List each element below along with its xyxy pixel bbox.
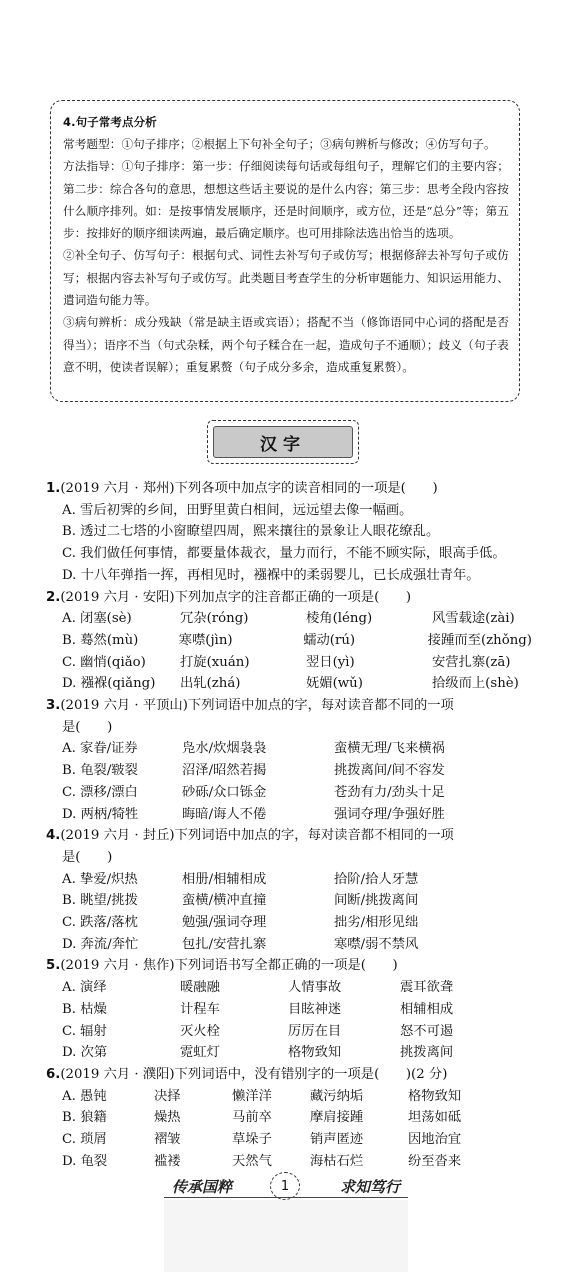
option-row bbox=[62, 738, 532, 760]
option-cell: 挑拨离间 bbox=[400, 1045, 454, 1061]
option-row bbox=[62, 608, 532, 630]
option-cell: 出轧(zhá) bbox=[180, 676, 241, 692]
option-row bbox=[62, 630, 532, 652]
option-cell: 海枯石烂 bbox=[310, 1153, 364, 1169]
option-cell: 草垛子 bbox=[232, 1132, 272, 1148]
option-cell: 蛮横/横冲直撞 bbox=[182, 893, 267, 909]
option-cell: C. 幽悄(qiǎo) bbox=[62, 654, 146, 670]
question-text: (2019 六月 · 平顶山)下列词语中加点的字，每对读音都不同的一项 bbox=[60, 698, 454, 714]
tips-paragraph: 方法指导：①句子排序：第一步：仔细阅读每句话或每组句子，理解它们的主要内容；第二步：综合各句的意思，想想这些话主要说的是什么内容；第三步：思考全段内容按什么顺序排列。如：是按事情发展顺序，还是时间顺序，或方位，还是“总分”等；第五步：按排好的顺序细读两遍，最后确定顺序。也可用排除法选出恰当的选项。 bbox=[63, 159, 509, 241]
option-row bbox=[62, 760, 532, 782]
question-stem bbox=[46, 478, 532, 500]
option-cell: 懒洋洋 bbox=[232, 1088, 272, 1104]
question-number: 4. bbox=[46, 828, 61, 844]
option-cell: 销声匿迹 bbox=[310, 1132, 364, 1148]
footer-shade bbox=[164, 1200, 408, 1272]
option-row bbox=[62, 890, 532, 912]
option-sentence: A. 雪后初霁的乡间，田野里黄白相间，远远望去像一幅画。 bbox=[62, 502, 413, 518]
question-stem-continued: 是( ) bbox=[62, 849, 113, 865]
option-cell: C. 琐屑 bbox=[62, 1132, 107, 1148]
option-cell: 风雪载途(zài) bbox=[432, 611, 515, 627]
option-cell: 灭火栓 bbox=[180, 1023, 220, 1039]
question-number: 1. bbox=[46, 481, 61, 496]
option-cell: 计程车 bbox=[180, 1001, 220, 1017]
option-cell: 因地治宜 bbox=[408, 1132, 462, 1148]
option-row bbox=[62, 782, 532, 804]
option-cell: 拾阶/拾人牙慧 bbox=[334, 871, 419, 887]
footer-rule bbox=[164, 1197, 408, 1198]
option-cell: 天然气 bbox=[232, 1153, 272, 1169]
tips-paragraph: ②补全句子、仿写句子：根据句式、词性去补写句子或仿写；根据修辞去补写句子或仿写；根据内容去补写句子或仿写。此类题目考查学生的分析审题能力、知识运用能力、遣词造句能力等。 bbox=[63, 248, 509, 308]
option-cell: C. 跌落/落枕 bbox=[62, 915, 138, 931]
section-banner bbox=[207, 420, 359, 464]
option-cell: 安营扎寨(zā) bbox=[432, 654, 511, 670]
option-cell: 震耳欲聋 bbox=[400, 980, 454, 996]
option-cell: 纷至沓来 bbox=[408, 1153, 462, 1169]
question-list bbox=[46, 478, 532, 1173]
option-cell: 强词夺理/争强好胜 bbox=[334, 806, 445, 822]
option-cell: D. 次第 bbox=[62, 1045, 108, 1061]
page-footer bbox=[164, 1170, 408, 1204]
option-cell: 晦暗/诲人不倦 bbox=[182, 806, 267, 822]
option-cell: 坦荡如砥 bbox=[408, 1110, 462, 1126]
option-sentence: C. 我们做任何事情，都要量体裁衣，量力而行，不能不顾实际，眼高手低。 bbox=[62, 546, 506, 562]
question-text: (2019 六月 · 封丘)下列词语中加点的字，每对读音都不相同的一项 bbox=[60, 828, 454, 844]
option-cell: 翌日(yì) bbox=[306, 654, 355, 670]
page-number: 1 bbox=[270, 1172, 300, 1200]
option-cell: 妩媚(wǔ) bbox=[306, 676, 363, 692]
option-cell: 挑拨离间/间不容发 bbox=[334, 763, 445, 779]
option-cell: 厉厉在目 bbox=[288, 1023, 342, 1039]
option-cell: A. 家眷/证券 bbox=[62, 741, 138, 757]
option-cell: 打旋(xuán) bbox=[180, 654, 250, 670]
tips-title: 4.句子常考点分析 bbox=[63, 115, 157, 129]
option-cell: B. 枯燥 bbox=[62, 1001, 107, 1017]
question-number: 5. bbox=[46, 958, 61, 974]
question-stem-continued: 是( ) bbox=[62, 719, 113, 735]
option-cell: 马前卒 bbox=[232, 1110, 272, 1126]
question-stem bbox=[46, 955, 532, 977]
option-cell: 砂砾/众口铄金 bbox=[182, 784, 267, 800]
option-cell: 相册/相辅相成 bbox=[182, 871, 267, 887]
option-cell: A. 闭塞(sè) bbox=[62, 611, 132, 627]
option-cell: 褴褛 bbox=[154, 1153, 181, 1169]
option-cell: 决择 bbox=[154, 1088, 181, 1104]
footer-slogan-right: 求知笃行 bbox=[339, 1178, 400, 1196]
option-row bbox=[62, 652, 532, 674]
option-row bbox=[62, 977, 532, 999]
tips-paragraph: ③病句辨析：成分残缺（常是缺主语或宾语）；搭配不当（修饰语同中心词的搭配是否得当）；语序不当（句式杂糅，两个句子糅合在一起，造成句子不通顺）；歧义（句子表意不明，使读者误解）；重复累赘（句子成分多余，造成重复累赘）。 bbox=[63, 315, 509, 374]
question-number: 6. bbox=[46, 1066, 61, 1082]
question-stem bbox=[46, 695, 532, 717]
footer-slogan-left: 传承国粹 bbox=[172, 1178, 233, 1196]
option-cell: 接踵而至(zhǒng) bbox=[427, 632, 532, 648]
question-number: 3. bbox=[46, 698, 61, 714]
option-cell: C. 辐射 bbox=[62, 1023, 107, 1039]
option-cell: 冗杂(róng) bbox=[180, 611, 249, 627]
option-cell: D. 奔流/奔忙 bbox=[62, 936, 139, 952]
option-row bbox=[62, 869, 532, 891]
option-row bbox=[62, 1042, 532, 1064]
tips-paragraph: 常考题型：①句子排序；②根据上下句补全句子；③病句辨析与修改；④仿写句子。 bbox=[63, 137, 496, 151]
question-text: (2019 六月 · 焦作)下列词语书写全都正确的一项是( ) bbox=[60, 958, 398, 974]
option-cell: 褶皱 bbox=[154, 1132, 181, 1148]
option-cell: 相辅相成 bbox=[400, 1001, 454, 1017]
option-cell: 拙劣/相形见绌 bbox=[334, 915, 419, 931]
option-row bbox=[62, 934, 532, 956]
option-row bbox=[62, 804, 532, 826]
option-cell: C. 漂移/漂白 bbox=[62, 784, 138, 800]
tips-box bbox=[50, 100, 520, 402]
question-text: (2019 六月 · 濮阳)下列词语中，没有错别字的一项是( )(2 分) bbox=[60, 1066, 448, 1082]
option-cell: 藏污纳垢 bbox=[310, 1088, 364, 1104]
question-number: 2. bbox=[46, 589, 61, 605]
option-cell: 苍劲有力/劲头十足 bbox=[334, 784, 445, 800]
option-cell: 人情事故 bbox=[288, 980, 342, 996]
option-row bbox=[62, 1129, 532, 1151]
option-cell: 勉强/强词夺理 bbox=[182, 915, 267, 931]
option-cell: 寒噤/弱不禁风 bbox=[334, 936, 419, 952]
option-cell: 拾级而上(shè) bbox=[432, 676, 519, 692]
option-cell: 霓虹灯 bbox=[180, 1045, 220, 1061]
option-cell: 寒噤(jìn) bbox=[178, 632, 233, 648]
option-cell: 格物致知 bbox=[408, 1088, 462, 1104]
option-cell: 包扎/安营扎寨 bbox=[182, 936, 267, 952]
option-cell: 怒不可遏 bbox=[400, 1023, 454, 1039]
question-stem bbox=[46, 1064, 532, 1086]
option-cell: 燥热 bbox=[154, 1110, 181, 1126]
option-cell: A. 挚爱/炽热 bbox=[62, 871, 138, 887]
option-sentence: B. 透过二七塔的小窗瞭望四周，熙来攘往的景象让人眼花缭乱。 bbox=[62, 524, 440, 540]
option-cell: 目眩神迷 bbox=[288, 1001, 342, 1017]
option-cell: 蛮横无理/飞来横祸 bbox=[334, 741, 445, 757]
question-stem bbox=[46, 825, 532, 847]
question-text: (2019 六月 · 安阳)下列加点字的注音都正确的一项是( ) bbox=[60, 589, 412, 605]
option-cell: D. 龟裂 bbox=[62, 1153, 108, 1169]
option-row bbox=[62, 912, 532, 934]
option-row bbox=[62, 673, 532, 695]
option-cell: 格物致知 bbox=[288, 1045, 342, 1061]
option-sentence: D. 十八年弹指一挥，再相见时，襁褓中的柔弱婴儿，已长成强壮青年。 bbox=[62, 567, 480, 583]
option-cell: 蠕动(rú) bbox=[303, 632, 356, 648]
option-cell: 棱角(léng) bbox=[306, 611, 373, 627]
option-cell: B. 龟裂/皲裂 bbox=[62, 763, 138, 779]
option-cell: B. 蓦然(mù) bbox=[62, 632, 139, 648]
option-row bbox=[62, 1086, 532, 1108]
option-row bbox=[62, 999, 532, 1021]
option-cell: 凫水/炊烟袅袅 bbox=[182, 741, 267, 757]
option-cell: 间断/挑拨离间 bbox=[334, 893, 419, 909]
question-text: (2019 六月 · 郑州)下列各项中加点字的读音相同的一项是( ) bbox=[60, 481, 438, 496]
question-stem bbox=[46, 587, 532, 609]
section-banner-inner bbox=[213, 426, 353, 458]
option-row bbox=[62, 1107, 532, 1129]
option-cell: D. 两柄/犄牲 bbox=[62, 806, 139, 822]
option-cell: A. 愚钝 bbox=[62, 1088, 107, 1104]
option-cell: 暖融融 bbox=[180, 980, 220, 996]
section-title: 汉字 bbox=[260, 434, 306, 455]
option-cell: B. 眺望/挑拨 bbox=[62, 893, 138, 909]
option-cell: B. 狼籍 bbox=[62, 1110, 107, 1126]
option-cell: D. 襁褓(qiǎng) bbox=[62, 676, 156, 692]
option-cell: A. 演绎 bbox=[62, 980, 107, 996]
option-cell: 沼泽/昭然若揭 bbox=[182, 763, 267, 779]
option-cell: 摩肩接踵 bbox=[310, 1110, 364, 1126]
option-row bbox=[62, 1021, 532, 1043]
